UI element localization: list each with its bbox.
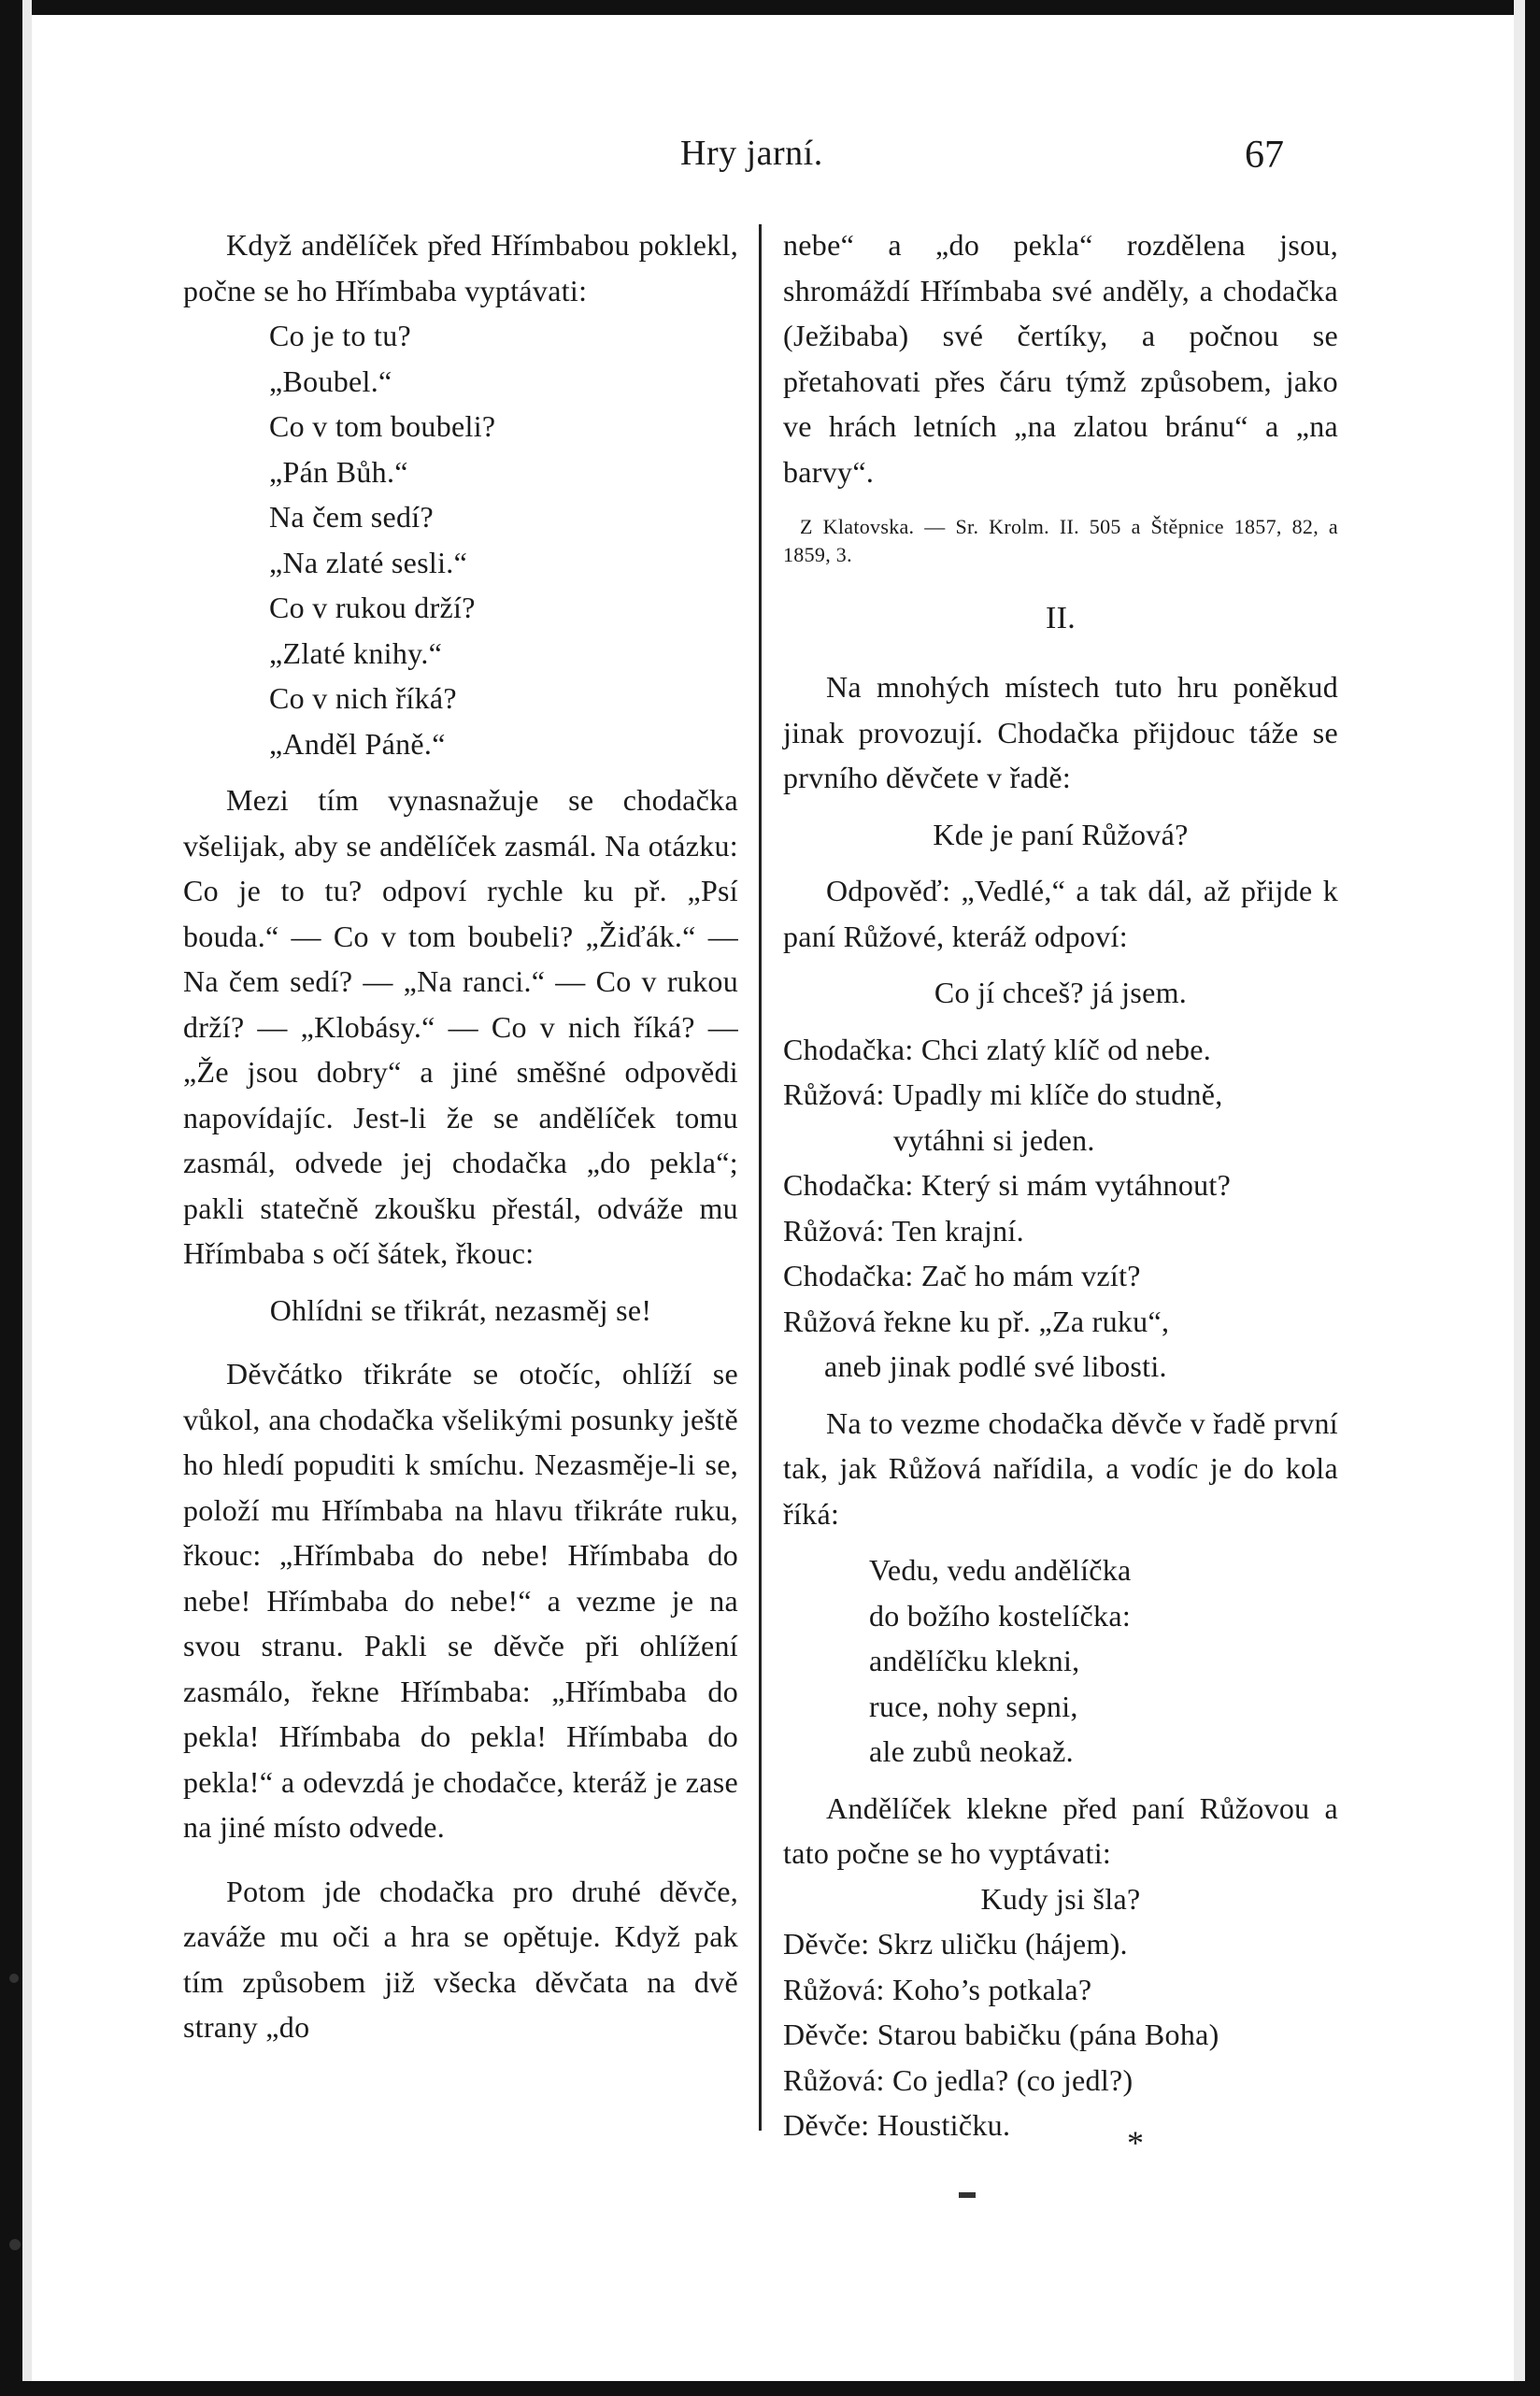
source-reference: Z Klatovska. — Sr. Krolm. II. 505 a Štěpnice 1857, 82, a 1859, 3. bbox=[783, 515, 1338, 566]
scan-border-right-inner bbox=[1514, 0, 1525, 2396]
paragraph: Odpověď: „Vedlé,“ a tak dál, až přijde k paní Růžové, kteráž odpoví: bbox=[783, 874, 1338, 953]
scan-speck bbox=[9, 1974, 19, 1983]
verse-line: Co v rukou drží? bbox=[269, 591, 476, 624]
dialogue-line: Chodačka: Chci zlatý klíč od nebe. bbox=[783, 1032, 1212, 1066]
dialogue-line: Růžová: Ten krajní. bbox=[783, 1213, 1024, 1248]
verse-line: do božího kostelíčka: bbox=[869, 1598, 1132, 1633]
paragraph: Na mnohých místech tuto hru poněkud jinak provozují. Chodačka přijdouc táže se prvního děvčete v řadě: bbox=[783, 670, 1338, 794]
question-line: Kudy jsi šla? bbox=[980, 1881, 1141, 1916]
section-heading: II. bbox=[1045, 601, 1077, 635]
verse-line: Vedu, vedu andělíčka bbox=[869, 1553, 1132, 1587]
verse-line: Na čem sedí? bbox=[269, 500, 434, 534]
paragraph: Děvčátko třikráte se otočíc, ohlíží se vůkol, ana chodačka všelikými posunky ještě ho hledí popuditi k smíchu. Nezasměje-li se, položí mu Hřímbaba na hlavu třikráte ruku, řkouc: „Hřímbaba do nebe! Hřímbaba do nebe! Hřímbaba do nebe!“ a vezme je na svou stranu. Pakli se děvče při ohlížení zasmálo, řekne Hřímbaba: „Hřímbaba do pekla! Hřímbaba do pekla! Hřímbaba do pekla!“ a odevzdá je chodačce, kteráž je zase na jiné místo odvede. bbox=[183, 1357, 738, 1844]
verse-line: „Pán Bůh.“ bbox=[269, 454, 408, 489]
dialogue-block bbox=[783, 1921, 1338, 2148]
verse-block bbox=[783, 1547, 1338, 1775]
dialogue-continuation: vytáhni si jeden. bbox=[893, 1122, 1095, 1157]
dialogue-line: Chodačka: Zač ho mám vzít? bbox=[783, 1259, 1141, 1292]
running-header: Hry jarní. bbox=[680, 134, 823, 173]
verse-line: Co je to tu? bbox=[269, 319, 412, 352]
question-line: Kde je paní Růžová? bbox=[933, 817, 1189, 851]
asterisk-ornament: * bbox=[1127, 2124, 1144, 2161]
verse-line: „Zlaté knihy.“ bbox=[269, 635, 443, 670]
dialogue-line: Chodačka: Který si mám vytáhnout? bbox=[783, 1168, 1232, 1202]
verse-line: „Na zlaté sesli.“ bbox=[269, 545, 468, 579]
verse-block bbox=[183, 313, 738, 766]
dialogue-continuation: aneb jinak podlé své libosti. bbox=[824, 1349, 1167, 1383]
verse-line: Co v nich říká? bbox=[269, 681, 457, 715]
dialogue-line: Růžová řekne ku př. „Za ruku“, bbox=[783, 1304, 1170, 1338]
scan-border-left-inner bbox=[22, 0, 32, 2396]
dialogue-block bbox=[783, 1027, 1338, 1390]
left-column bbox=[183, 222, 738, 2050]
page-number: 67 bbox=[1245, 134, 1284, 177]
scan-speck bbox=[9, 2239, 21, 2250]
verse-line: „Anděl Páně.“ bbox=[269, 726, 446, 761]
paragraph: Na to vezme chodačka děvče v řadě první tak, jak Růžová nařídila, a vodíc je do kola říká: bbox=[783, 1405, 1338, 1531]
column-divider bbox=[759, 224, 762, 2131]
verse-line: ruce, nohy sepni, bbox=[869, 1689, 1078, 1723]
verse-line: andělíčku klekni, bbox=[869, 1644, 1080, 1677]
dialogue-line: Děvče: Starou babičku (pána Boha) bbox=[783, 2018, 1219, 2051]
dialogue-line: Děvče: Houstičku. bbox=[783, 2108, 1011, 2142]
verse-line: „Boubel.“ bbox=[269, 364, 392, 398]
question-line: Co jí chceš? já jsem. bbox=[934, 976, 1188, 1009]
scan-border-bottom bbox=[0, 2381, 1540, 2396]
scan-border-right bbox=[1525, 0, 1540, 2396]
dialogue-line: Děvče: Skrz uličku (hájem). bbox=[783, 1927, 1128, 1961]
dialogue-line: Růžová: Upadly mi klíče do studně, bbox=[783, 1077, 1223, 1111]
scan-border-left bbox=[0, 0, 22, 2396]
paragraph: nebe“ a „do pekla“ rozdělena jsou, shromáždí Hřímbaba své anděly, a chodačka (Ježibaba) své čertíky, a počnou se přetahovati přes čáru týmž způsobem, jako ve hrách letních „na zlatou bránu“ a „na barvy“. bbox=[783, 228, 1338, 489]
spoken-line: Ohlídni se třikrát, nezasměj se! bbox=[269, 1292, 652, 1327]
paragraph: Když andělíček před Hřímbabou poklekl, počne se ho Hřímbaba vyptávati: bbox=[183, 228, 738, 307]
paragraph: Mezi tím vynasnažuje se chodačka všelijak, aby se andělíček zasmál. Na otázku: Co je to tu? odpoví rychle ku př. „Psí bouda.“ — Co v tom boubeli? „Žiďák.“ — Na čem sedí? — „Na ranci.“ — Co v rukou drží? — „Klobásy.“ — Co v nich říká? — „Že jsou dobry“ a jiné směšné odpovědi napovídajíc. Jest-li že se andělíček tomu zasmál, odvede jej chodačka „do pekla“; pakli statečně zkoušku přestál, odváže mu Hřímbaba s očí šátek, řkouc: bbox=[183, 783, 738, 1270]
dialogue-line: Růžová: Koho’s potkala? bbox=[783, 1972, 1092, 2006]
right-column bbox=[783, 222, 1338, 2148]
scan-border-top bbox=[0, 0, 1540, 15]
paragraph: Potom jde chodačka pro druhé děvče, zaváže mu oči a hra se opětuje. Když pak tím způsobem již všecka děvčata na dvě strany „do bbox=[183, 1874, 738, 2044]
paragraph: Andělíček klekne před paní Růžovou a tato počne se ho vyptávati: bbox=[783, 1790, 1338, 1870]
verse-line: Co v tom boubeli? bbox=[269, 409, 496, 443]
dialogue-line: Růžová: Co jedla? (co jedl?) bbox=[783, 2062, 1134, 2097]
scan-speck bbox=[959, 2192, 976, 2198]
verse-line: ale zubů neokaž. bbox=[869, 1734, 1074, 1768]
